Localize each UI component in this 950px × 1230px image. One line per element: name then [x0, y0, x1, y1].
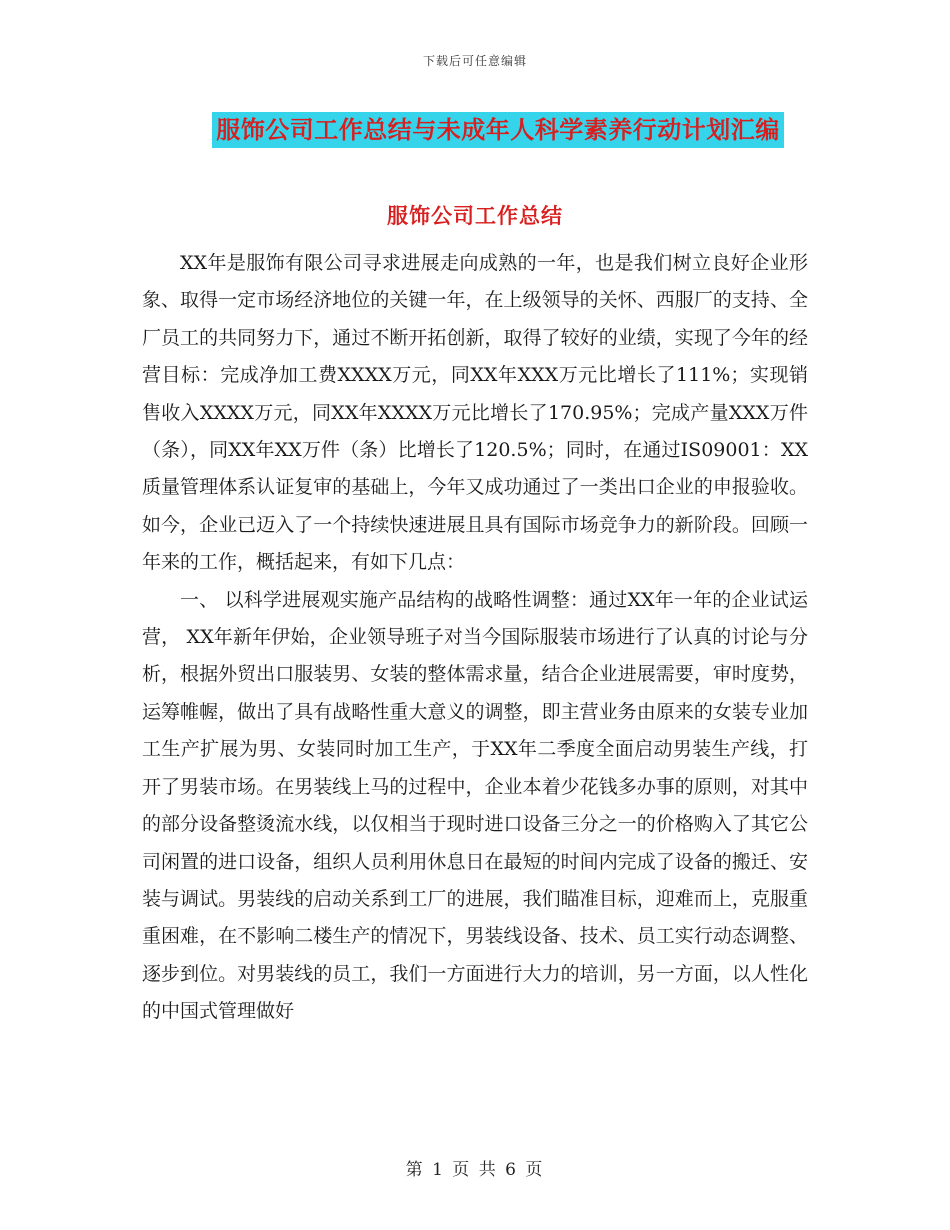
paragraph: XX年是服饰有限公司寻求进展走向成熟的一年，也是我们树立良好企业形象、取得一定市场经济地位的关键一年，在上级领导的关怀、西服厂的支持、全厂员工的共同努力下，通过不断开拓创新，取得了较好的业绩，实现了今年的经营目标：完成净加工费XXXX万元，同XX年XXX万元比增长了111%；实现销售收入XXXX万元，同XX年XXXX万元比增长了170.95%；完成产量XXX万件（条），同XX年XX万件（条）比增长了120.5%；同时，在通过IS09001：XX质量管理体系认证复审的基础上，今年又成功通过了一类出口企业的申报验收。如今，企业已迈入了一个持续快速进展且具有国际市场竞争力的新阶段。回顾一年来的工作，概括起来，有如下几点：: [142, 252, 808, 574]
paragraph: 一、 以科学进展观实施产品结构的战略性调整：通过XX年一年的企业试运营， XX年新年伊始，企业领导班子对当今国际服装市场进行了认真的讨论与分析，根据外贸出口服装男、女装的整体需求量，结合企业进展需要，审时度势，运筹帷幄，做出了具有战略性重大意义的调整，即主营业务由原来的女装专业加工生产扩展为男、女装同时加工生产，于XX年二季度全面启动男装生产线，打开了男装市场。在男装线上马的过程中，企业本着少花钱多办事的原则，对其中的部分设备整烫流水线，以仅相当于现时进口设备三分之一的价格购入了其它公司闲置的进口设备，组织人员利用休息日在最短的时间内完成了设备的搬迁、安装与调试。男装线的启动关系到工厂的进展，我们瞄准目标，迎难而上，克服重重困难，在不影响二楼生产的情况下，男装线设备、技术、员工实行动态调整、逐步到位。对男装线的员工，我们一方面进行大力的培训，另一方面，以人性化的中国式管理做好: [142, 588, 808, 1023]
body-text: [142, 245, 808, 1031]
section-title: 服饰公司工作总结: [387, 204, 563, 228]
page-number: 第 1 页 共 6 页: [405, 1160, 545, 1180]
header-note: 下载后可任意编辑: [422, 54, 527, 68]
document-title-row: [0, 112, 950, 148]
document-title: 服饰公司工作总结与未成年人科学素养行动计划汇编: [212, 112, 784, 148]
